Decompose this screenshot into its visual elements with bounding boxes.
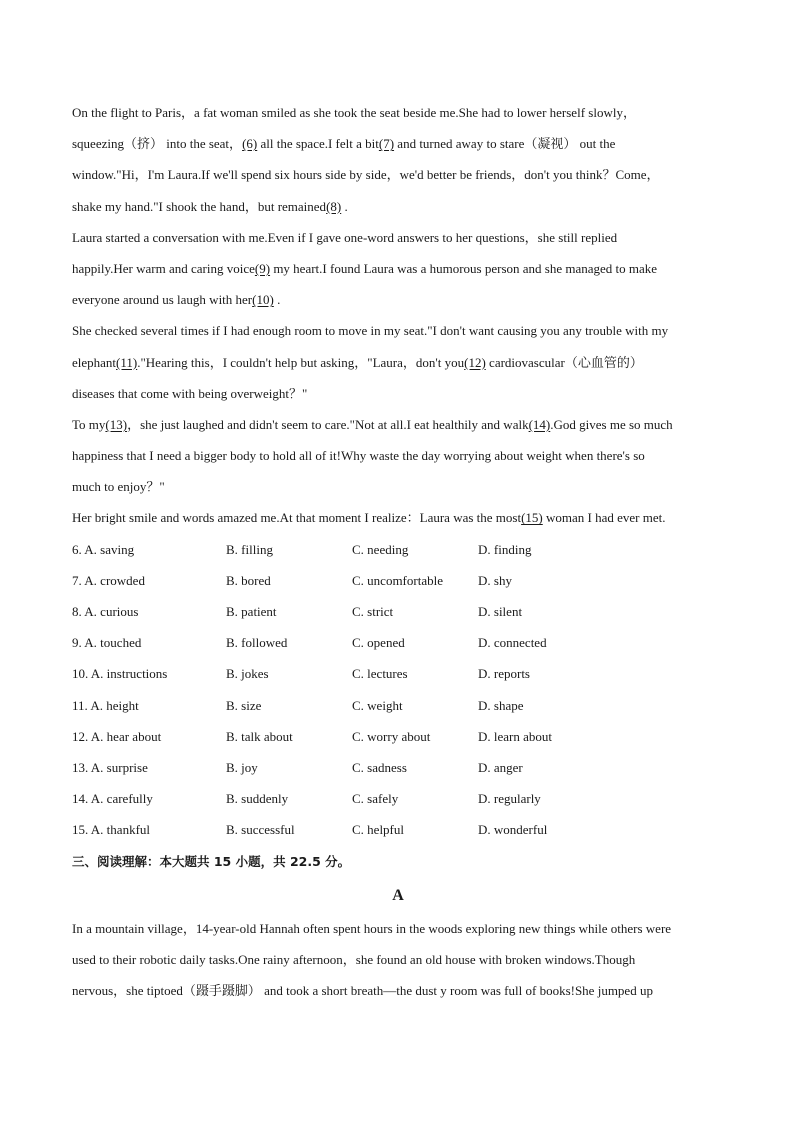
option-a [72, 627, 226, 658]
passage-text: ，she just laughed and didn't seem to care."Not at all.I eat healthily and walk [127, 416, 529, 432]
passage-text: cardiovascular（心血管的） [485, 354, 643, 370]
option-b: B. successful [226, 822, 295, 838]
option-a-text: A. saving [84, 541, 135, 557]
question-number: 14. [72, 791, 89, 807]
option-c: C. uncomfortable [352, 572, 443, 588]
option-b: B. size [226, 697, 262, 713]
option-d: D. anger [478, 759, 523, 775]
document-page [72, 97, 724, 1006]
option-a [72, 752, 226, 783]
blank-number: (10) [252, 292, 274, 308]
passage-text: everyone around us laugh with her [72, 292, 253, 308]
question-number: 11. [72, 697, 88, 713]
option-c: C. weight [352, 697, 403, 713]
question-row [72, 658, 724, 689]
passage-line [72, 222, 724, 253]
reading-line: nervous，she tiptoed（蹑手蹑脚） and took a short breath—the dust y room was full of books!She jumped up [72, 983, 653, 999]
passage-line [72, 284, 724, 315]
option-a [72, 690, 226, 721]
passage-text: window."Hi，I'm Laura.If we'll spend six hours side by side，we'd better be friends，don't you think？Come， [72, 167, 660, 183]
blank-number: (11) [116, 354, 138, 370]
question-number: 8. [72, 604, 82, 619]
option-c: C. needing [352, 541, 409, 557]
option-b: B. followed [226, 635, 288, 651]
blank-number: (13) [105, 416, 128, 432]
option-a [72, 565, 226, 596]
option-d: D. learn about [478, 728, 553, 744]
part-title: A [392, 886, 404, 904]
question-row [72, 565, 724, 596]
passage-text: . [273, 292, 281, 308]
blank-number: (12) [464, 354, 486, 370]
question-row [72, 690, 724, 721]
option-a-text: A. hear about [90, 728, 162, 744]
passage-text: woman I had ever met. [542, 510, 666, 526]
option-a-text: A. curious [84, 604, 139, 619]
question-number: 10. [72, 666, 89, 682]
passage-line [72, 409, 724, 440]
passage-text: Her bright smile and words amazed me.At that moment I realize：Laura was the most [72, 510, 522, 526]
reading-line: In a mountain village，14-year-old Hannah often spent hours in the woods exploring new things while others were [72, 920, 672, 936]
option-a [72, 721, 226, 752]
option-c: C. strict [352, 604, 394, 619]
option-d: D. reports [478, 666, 530, 682]
passage-text: .God gives me so much [550, 416, 673, 432]
option-a-text: A. touched [84, 635, 142, 651]
passage-text: much to enjoy？" [72, 479, 165, 495]
passage-text: She checked several times if I had enough room to move in my seat."I don't want causing you any trouble with my [72, 323, 669, 339]
question-row [72, 783, 724, 814]
option-d: D. silent [478, 604, 523, 619]
option-b: B. bored [226, 572, 271, 588]
passage-text: Laura started a conversation with me.Even if I gave one-word answers to her questions，she still replied [72, 229, 618, 245]
passage-line [72, 502, 724, 533]
passage-text: happiness that I need a bigger body to hold all of it!Why waste the day worrying about weight when there's so [72, 448, 645, 464]
option-c: C. safely [352, 791, 399, 807]
passage-text: On the flight to Paris，a fat woman smiled as she took the seat beside me.She had to lower herself slowly， [72, 105, 636, 120]
passage-text: diseases that come with being overweight？" [72, 385, 308, 401]
passage-text: all the space.I felt a bit [257, 136, 379, 152]
option-a [72, 814, 226, 845]
question-number: 12. [72, 728, 89, 744]
cloze-passage [72, 97, 724, 534]
question-number: 6. [72, 541, 82, 557]
passage-line [72, 253, 724, 284]
passage-line [72, 347, 724, 378]
passage-line [72, 315, 724, 346]
passage-line [72, 97, 724, 128]
question-number: 7. [72, 572, 82, 588]
passage-line [72, 440, 724, 471]
passage-text: squeezing（挤） into the seat， [72, 136, 243, 152]
option-a [72, 783, 226, 814]
option-c: C. lectures [352, 666, 408, 682]
passage-text: ."Hearing this，I couldn't help but asking，"Laura，don't you [137, 354, 465, 370]
passage-text: elephant [72, 354, 117, 370]
option-b: B. suddenly [226, 791, 289, 807]
option-c: C. sadness [352, 759, 407, 775]
cloze-options [72, 534, 724, 846]
question-row [72, 814, 724, 845]
option-c: C. worry about [352, 728, 431, 744]
passage-text: my heart.I found Laura was a humorous person and she managed to make [270, 260, 658, 276]
option-d: D. connected [478, 635, 547, 651]
passage-text: To my [72, 416, 106, 432]
option-b: B. filling [226, 541, 273, 557]
passage-text: shake my hand."I shook the hand，but remained [72, 198, 327, 214]
question-number: 13. [72, 759, 89, 775]
passage-text: . [341, 198, 348, 214]
question-row [72, 752, 724, 783]
blank-number: (14) [528, 416, 551, 432]
option-d: D. shape [478, 697, 524, 713]
option-a-text: A. height [90, 697, 139, 713]
option-d: D. finding [478, 541, 532, 557]
blank-number: (15) [521, 510, 543, 526]
question-number: 15. [72, 822, 89, 838]
option-d: D. wonderful [478, 822, 548, 838]
reading-line: used to their robotic daily tasks.One rainy afternoon，she found an old house with broken windows.Though [72, 951, 636, 967]
passage-line [72, 159, 724, 190]
option-b: B. jokes [226, 666, 269, 682]
passage-text: and turned away to stare（凝视） out the [394, 136, 616, 152]
option-c: C. helpful [352, 822, 404, 838]
question-number: 9. [72, 635, 82, 651]
question-row [72, 534, 724, 565]
option-d: D. shy [478, 572, 512, 588]
option-b: B. joy [226, 759, 258, 775]
option-a-text: A. surprise [90, 759, 148, 775]
passage-text: happily.Her warm and caring voice [72, 260, 255, 276]
question-row [72, 596, 724, 627]
passage-line [72, 191, 724, 222]
option-a [72, 658, 226, 689]
option-a-text: A. instructions [90, 666, 168, 682]
option-a-text: A. crowded [84, 572, 145, 588]
passage-line [72, 378, 724, 409]
question-row [72, 721, 724, 752]
reading-passage [72, 913, 724, 1007]
blank-number: (6) [242, 136, 258, 152]
section-heading: 三、阅读理解：本大题共 15 小题，共 22.5 分。 [72, 853, 351, 869]
option-d: D. regularly [478, 791, 541, 807]
option-a [72, 596, 226, 627]
passage-line [72, 128, 724, 159]
option-c: C. opened [352, 635, 405, 651]
blank-number: (8) [326, 198, 342, 214]
passage-line [72, 471, 724, 502]
blank-number: (9) [254, 260, 271, 276]
option-b: B. talk about [226, 728, 293, 744]
option-b: B. patient [226, 604, 277, 619]
option-a-text: A. carefully [90, 791, 153, 807]
blank-number: (7) [378, 136, 395, 152]
option-a [72, 534, 226, 565]
option-a-text: A. thankful [90, 822, 151, 838]
question-row [72, 627, 724, 658]
